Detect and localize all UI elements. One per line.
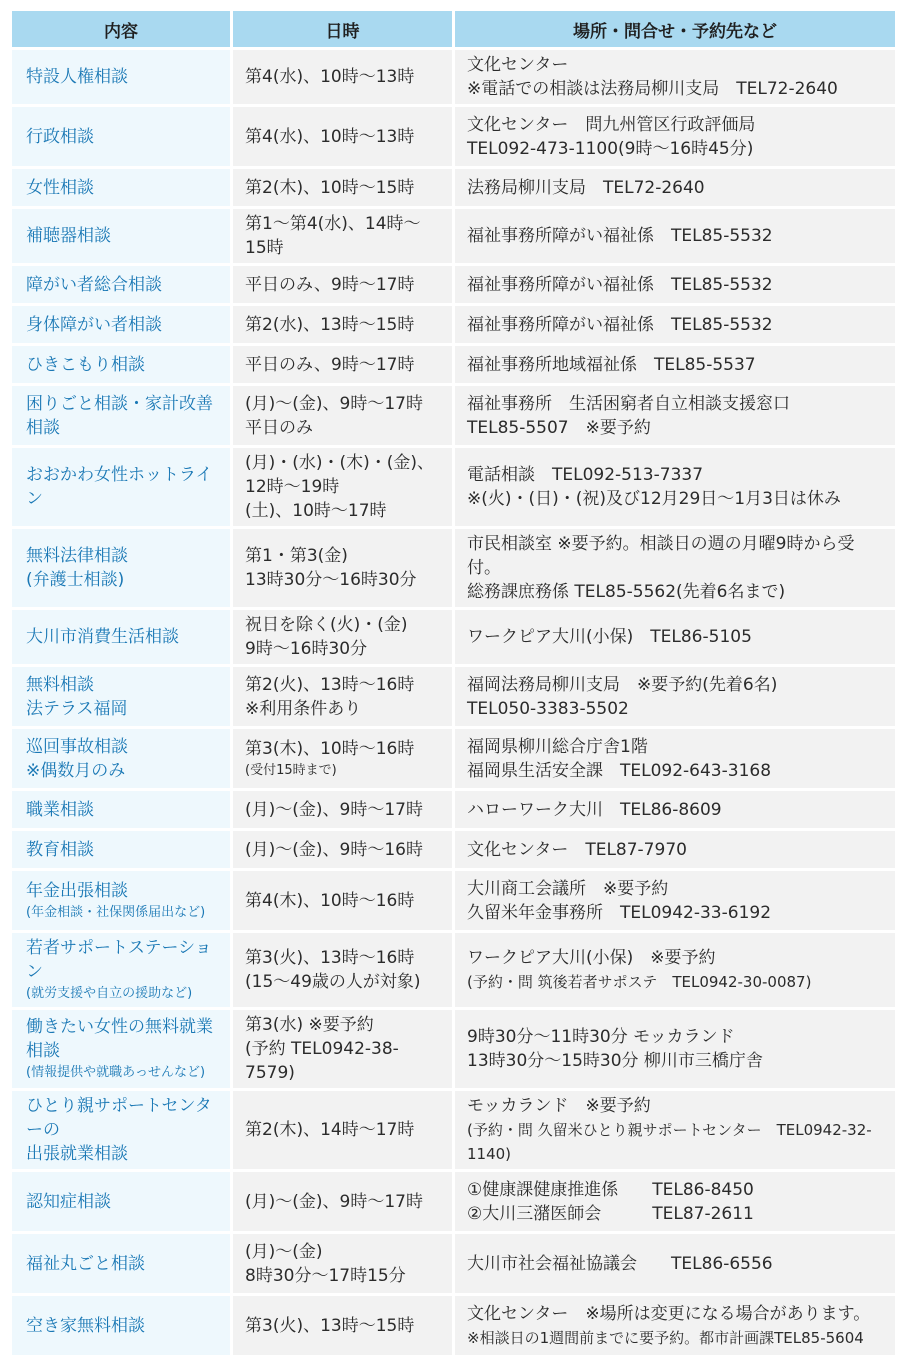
consultation-location-line: 文化センター: [467, 55, 569, 75]
table-row: [12, 306, 895, 343]
consultation-name: [12, 1091, 233, 1169]
consultation-datetime-line: 平日のみ、9時～17時: [245, 274, 415, 295]
consultation-name-line: (弁護士相談): [26, 570, 125, 590]
consultation-location: [455, 169, 895, 206]
consultation-location-line: ※電話での相談は法務局柳川支局 TEL72-2640: [467, 79, 838, 99]
consultation-location-line: 久留米年金事務所 TEL0942-33-6192: [467, 902, 772, 923]
consultation-location-line: 13時30分～15時30分 柳川市三橋庁舎: [467, 1051, 763, 1071]
consultation-datetime: [233, 107, 455, 166]
consultation-location-line: 電話相談 TEL092-513-7337: [467, 465, 704, 485]
consultation-location: [455, 1010, 895, 1088]
consultation-name-line: ※偶数月のみ: [26, 760, 126, 781]
consultation-datetime-line: 第3(火)、13時～15時: [245, 1315, 415, 1336]
consultation-location-line: 法務局柳川支局 TEL72-2640: [467, 177, 705, 198]
consultation-location-line: 文化センター TEL87-7970: [467, 839, 687, 860]
consultation-location-line: 福岡県生活安全課 TEL092-643-3168: [467, 760, 772, 781]
table-row: [12, 209, 895, 263]
header-location-contact: 場所・問合せ・予約先など: [455, 11, 895, 47]
consultation-location-line: ②大川三潴医師会 TEL87-2611: [467, 1203, 754, 1224]
consultation-name-line: 大川市消費生活相談: [26, 627, 179, 647]
consultation-name-line: 無料相談: [26, 674, 94, 695]
consultation-location-line: ①健康課健康推進係 TEL86-8450: [467, 1179, 754, 1200]
table-row: [12, 933, 895, 1007]
consultation-datetime-line: (月)～(金)、9時～17時: [245, 1191, 423, 1212]
consultation-location: [455, 306, 895, 343]
consultation-name-line: 法テラス福岡: [26, 698, 128, 719]
table-row: [12, 729, 895, 788]
consultation-datetime-line: 9時～16時30分: [245, 639, 368, 659]
header-datetime: 日時: [233, 11, 455, 47]
consultation-location-line: 福祉事務所障がい福祉係 TEL85-5532: [467, 226, 773, 246]
consultation-datetime: [233, 266, 455, 303]
consultation-name-line: ひとり親サポートセンターの: [26, 1096, 212, 1140]
consultation-name-line: 空き家無料相談: [26, 1315, 145, 1336]
consultation-location: [455, 266, 895, 303]
consultation-location: [455, 871, 895, 930]
consultation-name-line: 福祉丸ごと相談: [26, 1253, 145, 1274]
consultation-datetime-line: (土)、10時～17時: [245, 501, 387, 521]
consultation-datetime: [233, 729, 455, 788]
consultation-datetime: [233, 209, 455, 263]
consultation-location-line: 市民相談室 ※要予約。相談日の週の月曜9時から受付。: [467, 534, 855, 578]
consultation-name-line: (就労支援や自立の援助など): [26, 986, 193, 1001]
consultation-location-line: ※(火)・(日)・(祝)及び12月29日～1月3日は休み: [467, 489, 841, 509]
consultation-name-line: (情報提供や就職あっせんなど): [26, 1065, 206, 1080]
table-row: [12, 529, 895, 607]
table-row: [12, 610, 895, 664]
consultation-name-line: (年金相談・社保関係届出など): [26, 904, 206, 920]
table-row: [12, 1172, 895, 1231]
consultation-name-line: 出張就業相談: [26, 1144, 128, 1164]
consultation-location-line: 総務課庶務係 TEL85-5562(先着6名まで): [467, 582, 786, 602]
consultation-name: [12, 266, 233, 303]
table-row: [12, 1296, 895, 1355]
consultation-location: [455, 933, 895, 1007]
consultation-name: [12, 1172, 233, 1231]
consultation-location-line: 文化センター 問九州管区行政評価局: [467, 114, 756, 135]
consultation-datetime: [233, 346, 455, 383]
table-row: [12, 1010, 895, 1088]
header-content: 内容: [12, 11, 233, 47]
consultation-datetime: [233, 1010, 455, 1088]
consultation-datetime-line: 第3(水) ※要予約: [245, 1015, 374, 1035]
consultation-datetime: [233, 1091, 455, 1169]
consultation-datetime-line: 第4(木)、10時～16時: [245, 890, 415, 911]
consultation-name: [12, 1010, 233, 1088]
consultation-name: [12, 831, 233, 868]
consultation-datetime: [233, 448, 455, 526]
consultation-datetime-line: (月)～(金): [245, 1241, 323, 1262]
consultation-location-line: ハローワーク大川 TEL86-8609: [467, 799, 722, 820]
consultation-name-line: 巡回事故相談: [26, 736, 128, 757]
consultation-location-line: 福祉事務所障がい福祉係 TEL85-5532: [467, 314, 773, 335]
consultation-name: [12, 791, 233, 828]
consultation-datetime-line: 第1～第4(水)、14時～15時: [245, 214, 421, 258]
consultation-location-line: 福祉事務所 生活困窮者自立相談支援窓口: [467, 393, 790, 414]
consultation-name: [12, 50, 233, 104]
consultation-datetime-line: 平日のみ、9時～17時: [245, 354, 415, 375]
consultation-name-line: 特設人権相談: [26, 67, 128, 87]
consultation-name: [12, 529, 233, 607]
consultation-name-line: 無料法律相談: [26, 546, 128, 566]
consultation-location: [455, 107, 895, 166]
consultation-name-line: 困りごと相談・家計改善相談: [26, 393, 213, 438]
table-row: [12, 1234, 895, 1293]
table-row: [12, 448, 895, 526]
consultation-datetime: [233, 791, 455, 828]
table-row: [12, 107, 895, 166]
consultation-location-line: 文化センター ※場所は変更になる場合があります。: [467, 1303, 871, 1324]
consultation-location-line: ※相談日の1週間前までに要予約。都市計画課TEL85-5604: [467, 1328, 864, 1347]
table-row: [12, 50, 895, 104]
consultation-location-line: 大川市社会福祉協議会 TEL86-6556: [467, 1253, 773, 1274]
header-row: [12, 11, 895, 47]
consultation-name-line: 働きたい女性の無料就業相談: [26, 1017, 213, 1061]
consultation-name: [12, 448, 233, 526]
consultation-name-line: 身体障がい者相談: [26, 314, 162, 335]
table-row: [12, 386, 895, 445]
consultation-datetime-line: 第1・第3(金): [245, 546, 348, 566]
consultation-name-line: 教育相談: [26, 839, 94, 860]
consultation-location: [455, 1091, 895, 1169]
consultation-location: [455, 610, 895, 664]
table-row: [12, 346, 895, 383]
consultation-location: [455, 1172, 895, 1231]
table-body: [12, 50, 895, 1355]
consultation-location-line: TEL85-5507 ※要予約: [467, 417, 651, 438]
consultation-name: [12, 107, 233, 166]
consultation-location: [455, 1234, 895, 1293]
consultation-name-line: 行政相談: [26, 126, 94, 147]
consultation-datetime: [233, 1234, 455, 1293]
consultation-location-line: 福岡法務局柳川支局 ※要予約(先着6名): [467, 674, 778, 695]
consultation-datetime: [233, 610, 455, 664]
table-row: [12, 667, 895, 726]
table-row: [12, 831, 895, 868]
consultation-name: [12, 346, 233, 383]
consultation-name: [12, 306, 233, 343]
consultation-datetime-line: 祝日を除く(火)・(金): [245, 615, 408, 635]
consultation-location: [455, 386, 895, 445]
consultation-location: [455, 209, 895, 263]
consultation-datetime-line: 13時30分～16時30分: [245, 570, 417, 590]
consultation-datetime-line: (月)～(金)、9時～17時: [245, 393, 423, 414]
consultation-location: [455, 1296, 895, 1355]
consultation-datetime-line: 平日のみ: [245, 417, 313, 438]
consultation-datetime-line: 第2(火)、13時～16時: [245, 674, 415, 695]
table-row: [12, 871, 895, 930]
consultation-datetime-line: 第4(水)、10時～13時: [245, 67, 415, 87]
consultation-location: [455, 346, 895, 383]
consultation-datetime: [233, 1296, 455, 1355]
consultation-datetime-line: 第3(木)、10時～16時: [245, 738, 415, 759]
consultation-location: [455, 529, 895, 607]
consultation-location: [455, 667, 895, 726]
consultation-datetime-line: (15～49歳の人が対象): [245, 972, 421, 992]
consultation-location-line: TEL050-3383-5502: [467, 698, 629, 719]
consultation-location-line: (予約・問 久留米ひとり親サポートセンター TEL0942-32-1140): [467, 1121, 872, 1163]
consultation-location-line: (予約・問 筑後若者サポステ TEL0942-30-0087): [467, 973, 812, 991]
consultation-name-line: 認知症相談: [26, 1191, 111, 1212]
consultation-name-line: おおかわ女性ホットライン: [26, 465, 213, 509]
consultation-location-line: 福祉事務所地域福祉係 TEL85-5537: [467, 354, 756, 375]
consultation-name: [12, 1234, 233, 1293]
consultation-datetime: [233, 169, 455, 206]
consultation-name: [12, 386, 233, 445]
consultation-location-line: ワークピア大川(小保) ※要予約: [467, 948, 716, 968]
consultation-location-line: 9時30分～11時30分 モッカランド: [467, 1027, 735, 1047]
consultation-name-line: 障がい者総合相談: [26, 274, 162, 295]
consultation-datetime-line: 第3(火)、13時～16時: [245, 948, 415, 968]
consultation-datetime-line: (受付15時まで): [245, 762, 337, 778]
consultation-name: [12, 1296, 233, 1355]
consultation-location: [455, 50, 895, 104]
consultation-datetime-line: (予約 TEL0942-38-7579): [245, 1039, 399, 1083]
table-row: [12, 791, 895, 828]
consultation-table-container: [12, 8, 895, 1358]
consultation-name: [12, 209, 233, 263]
consultation-name: [12, 610, 233, 664]
consultation-location: [455, 448, 895, 526]
consultation-name-line: 補聴器相談: [26, 226, 111, 246]
consultation-schedule-table: [12, 8, 895, 1358]
consultation-datetime-line: 第2(木)、10時～15時: [245, 177, 415, 198]
consultation-name-line: 若者サポートステーション: [26, 938, 212, 982]
consultation-datetime-line: 第2(木)、14時～17時: [245, 1120, 415, 1140]
consultation-location-line: ワークピア大川(小保) TEL86-5105: [467, 627, 752, 647]
consultation-name-line: 年金出張相談: [26, 880, 128, 901]
consultation-datetime-line: 第4(水)、10時～13時: [245, 126, 415, 147]
consultation-location-line: TEL092-473-1100(9時～16時45分): [467, 138, 754, 159]
consultation-location-line: 大川商工会議所 ※要予約: [467, 878, 669, 899]
table-row: [12, 169, 895, 206]
consultation-datetime-line: (月)～(金)、9時～17時: [245, 799, 423, 820]
table-row: [12, 266, 895, 303]
consultation-name-line: 女性相談: [26, 177, 94, 198]
consultation-datetime: [233, 667, 455, 726]
consultation-datetime-line: (月)・(水)・(木)・(金)、12時～19時: [245, 453, 435, 497]
consultation-name-line: 職業相談: [26, 799, 94, 820]
consultation-datetime-line: ※利用条件あり: [245, 698, 362, 719]
consultation-datetime: [233, 1172, 455, 1231]
consultation-location-line: モッカランド ※要予約: [467, 1096, 651, 1116]
consultation-location-line: 福祉事務所障がい福祉係 TEL85-5532: [467, 274, 773, 295]
consultation-name: [12, 667, 233, 726]
consultation-datetime: [233, 306, 455, 343]
consultation-datetime: [233, 831, 455, 868]
consultation-name: [12, 729, 233, 788]
consultation-name: [12, 871, 233, 930]
consultation-name-line: ひきこもり相談: [26, 354, 145, 375]
consultation-datetime-line: (月)～(金)、9時～16時: [245, 839, 423, 860]
consultation-datetime: [233, 50, 455, 104]
table-header: [12, 11, 895, 47]
consultation-location: [455, 729, 895, 788]
consultation-datetime: [233, 871, 455, 930]
consultation-datetime-line: 第2(水)、13時～15時: [245, 314, 415, 335]
consultation-location-line: 福岡県柳川総合庁舎1階: [467, 736, 648, 757]
consultation-datetime: [233, 529, 455, 607]
table-row: [12, 1091, 895, 1169]
consultation-name: [12, 933, 233, 1007]
consultation-name: [12, 169, 233, 206]
consultation-datetime-line: 8時30分～17時15分: [245, 1265, 406, 1286]
consultation-datetime: [233, 933, 455, 1007]
consultation-location: [455, 791, 895, 828]
consultation-location: [455, 831, 895, 868]
consultation-datetime: [233, 386, 455, 445]
